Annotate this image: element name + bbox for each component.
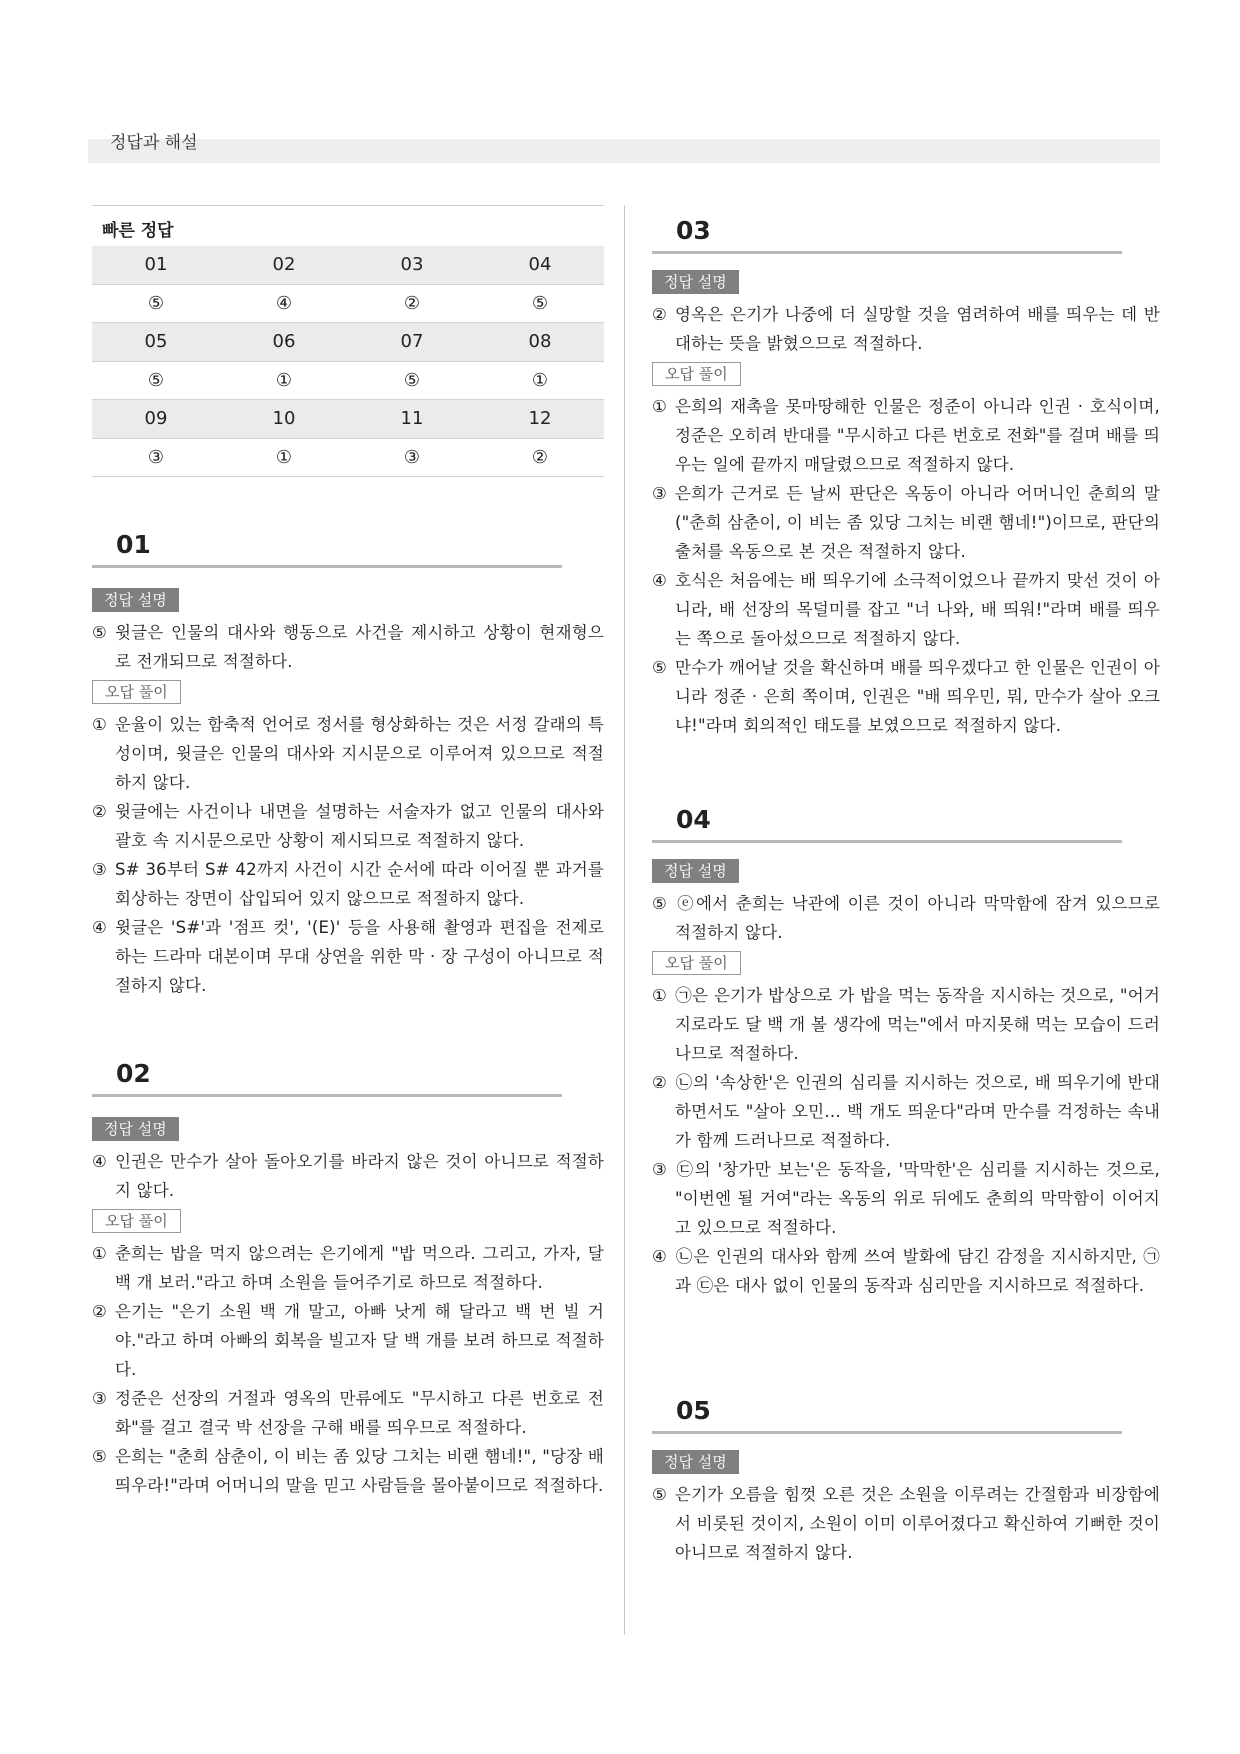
answer-cell: ① (476, 361, 604, 400)
answer-cell: ⑤ (476, 284, 604, 323)
left-column (92, 205, 604, 477)
explanation-text: 만수가 깨어날 것을 확신하며 배를 띄우겠다고 한 인물은 인권이 아니라 정준 · 은희 쪽이며, 인권은 "배 띄우민, 뭐, 만수가 살아 오크냐!"라며 회의적인 태도를 보였으므로 적절하지 않다. (675, 658, 1160, 735)
answer-row (92, 284, 604, 323)
question-number-cell: 07 (348, 323, 476, 362)
choice-mark: ③ (652, 1160, 667, 1179)
wrong-explanations (652, 981, 1160, 1300)
correct-explanation (652, 1480, 1160, 1567)
correct-label: 정답 설명 (652, 270, 739, 294)
explanation-text: 윗글에는 사건이나 내면을 설명하는 서술자가 없고 인물의 대사와 괄호 속 지시문으로만 상황이 제시되므로 적절하지 않다. (115, 802, 604, 850)
choice-mark: ② (92, 1302, 107, 1321)
choice-mark: ⑤ (652, 1485, 667, 1504)
explanation-text: 은희는 "춘희 삼춘이, 이 비는 좀 있당 그치는 비랜 햄네!", "당장 배 띄우라!"라며 어머니의 말을 믿고 사람들을 몰아붙이므로 적절하다. (115, 1447, 604, 1495)
question-number-row (92, 400, 604, 439)
section-04 (652, 803, 1160, 1300)
correct-label: 정답 설명 (652, 859, 739, 883)
choice-mark: ④ (92, 1152, 107, 1171)
question-number-cell: 08 (476, 323, 604, 362)
question-number-cell: 02 (220, 246, 348, 284)
wrong-label: 오답 풀이 (652, 362, 741, 386)
choice-mark: ⑤ (92, 1447, 107, 1466)
choice-mark: ① (652, 397, 667, 416)
answer-row (92, 361, 604, 400)
answer-cell: ⑤ (348, 361, 476, 400)
question-number-cell: 05 (92, 323, 220, 362)
choice-mark: ② (652, 305, 667, 324)
quick-answers-title: 빠른 정답 (92, 205, 604, 246)
answer-cell: ④ (220, 284, 348, 323)
explanation-item (652, 1068, 1160, 1155)
explanation-text: 윗글은 'S#'과 '점프 컷', '(E)' 등을 사용해 촬영과 편집을 전제로 하는 드라마 대본이며 무대 상연을 위한 막 · 장 구성이 아니므로 적절하지 않다. (115, 918, 604, 995)
page-header-title: 정답과 해설 (110, 133, 198, 153)
choice-mark: ④ (652, 1247, 667, 1266)
column-divider (624, 205, 625, 1635)
answer-cell: ① (220, 361, 348, 400)
choice-mark: ④ (652, 571, 667, 590)
explanation-text: 인권은 만수가 살아 돌아오기를 바라지 않은 것이 아니므로 적절하지 않다. (115, 1152, 604, 1200)
answer-cell: ③ (348, 438, 476, 477)
choice-mark: ⑤ (652, 894, 667, 913)
answer-row (92, 438, 604, 477)
question-number-cell: 01 (92, 246, 220, 284)
correct-label: 정답 설명 (92, 1117, 179, 1141)
explanation-text: 춘희는 밥을 먹지 않으려는 은기에게 "밥 먹으라. 그리고, 가자, 달 백 개 보러."라고 하며 소원을 들어주기로 하므로 적절하다. (115, 1244, 604, 1292)
explanation-text: 정준은 선장의 거절과 영옥의 만류에도 "무시하고 다른 번호로 전화"를 걸고 결국 박 선장을 구해 배를 띄우므로 적절하다. (115, 1389, 604, 1437)
section-rule (92, 565, 562, 568)
explanation-item (652, 653, 1160, 740)
choice-mark: ③ (92, 860, 107, 879)
explanation-item (92, 1147, 604, 1205)
wrong-label: 오답 풀이 (652, 951, 741, 975)
question-number-cell: 10 (220, 400, 348, 439)
explanation-text: 은기는 "은기 소원 백 개 말고, 아빠 낫게 해 달라고 백 번 빌 거야."라고 하며 아빠의 회복을 빌고자 달 백 개를 보려 하므로 적절하다. (115, 1302, 604, 1379)
question-number-cell: 04 (476, 246, 604, 284)
choice-mark: ② (652, 1073, 667, 1092)
explanation-item (652, 889, 1160, 947)
explanation-item (92, 855, 604, 913)
header-bar (88, 139, 1160, 163)
explanation-item (652, 1242, 1160, 1300)
explanation-item (92, 797, 604, 855)
explanation-item (652, 1480, 1160, 1567)
correct-label: 정답 설명 (92, 588, 179, 612)
choice-mark: ① (92, 715, 107, 734)
question-number-cell: 03 (348, 246, 476, 284)
explanation-text: 은희의 재촉을 못마땅해한 인물은 정준이 아니라 인권 · 호식이며, 정준은 오히려 반대를 "무시하고 다른 번호로 전화"를 걸며 배를 띄우는 일에 끝까지 매달렸으므로 적절하지 않다. (675, 397, 1160, 474)
explanation-text: ㉠은 은기가 밥상으로 가 밥을 먹는 동작을 지시하는 것으로, "어거지로라도 달 백 개 볼 생각에 먹는"에서 마지못해 먹는 모습이 드러나므로 적절하다. (675, 986, 1160, 1063)
answer-cell: ① (220, 438, 348, 477)
explanation-text: ㉢의 '창가만 보는'은 동작을, '막막한'은 심리를 지시하는 것으로, "이번엔 될 거여"라는 옥동의 위로 뒤에도 춘희의 막막함이 이어지고 있으므로 적절하다. (675, 1160, 1160, 1237)
section-01 (92, 528, 604, 1000)
section-rule (92, 1094, 562, 1097)
section-05 (652, 1394, 1160, 1567)
explanation-text: 호식은 처음에는 배 띄우기에 소극적이었으나 끝까지 맞선 것이 아니라, 배 선장의 목덜미를 잡고 "너 나와, 배 띄워!"라며 배를 띄우는 쪽으로 돌아섰으므로 적절하지 않다. (675, 571, 1160, 648)
question-number-row (92, 323, 604, 362)
explanation-item (92, 1239, 604, 1297)
correct-explanation (652, 889, 1160, 947)
correct-explanation (652, 300, 1160, 358)
answer-cell: ⑤ (92, 284, 220, 323)
answer-cell: ② (476, 438, 604, 477)
explanation-text: 은기가 오름을 힘껏 오른 것은 소원을 이루려는 간절함과 비장함에서 비롯된 것이지, 소원이 이미 이루어졌다고 확신하여 기뻐한 것이 아니므로 적절하지 않다. (675, 1485, 1160, 1562)
explanation-item (652, 981, 1160, 1068)
choice-mark: ① (652, 986, 667, 1005)
correct-explanation (92, 1147, 604, 1205)
section-number: 01 (116, 530, 151, 559)
explanation-text: 운율이 있는 함축적 언어로 정서를 형상화하는 것은 서정 갈래의 특성이며, 윗글은 인물의 대사와 지시문으로 이루어져 있으므로 적절하지 않다. (115, 715, 604, 792)
answer-cell: ② (348, 284, 476, 323)
wrong-label: 오답 풀이 (92, 1209, 181, 1233)
section-rule (652, 251, 1122, 254)
explanation-item (652, 300, 1160, 358)
wrong-explanations (92, 710, 604, 1000)
explanation-item (652, 479, 1160, 566)
explanation-text: 은희가 근거로 든 날씨 판단은 옥동이 아니라 어머니인 춘희의 말("춘희 삼춘이, 이 비는 좀 있당 그치는 비랜 햄네!")이므로, 판단의 출처를 옥동으로 본 것은 적절하지 않다. (675, 484, 1160, 561)
question-number-cell: 09 (92, 400, 220, 439)
choice-mark: ③ (92, 1389, 107, 1408)
explanation-item (652, 566, 1160, 653)
correct-explanation (92, 618, 604, 676)
choice-mark: ④ (92, 918, 107, 937)
wrong-explanations (652, 392, 1160, 740)
wrong-explanations (92, 1239, 604, 1500)
explanation-item (92, 1297, 604, 1384)
explanation-item (652, 1155, 1160, 1242)
explanation-item (92, 1442, 604, 1500)
choice-mark: ② (92, 802, 107, 821)
section-02 (92, 1057, 604, 1500)
explanation-text: ⓔ에서 춘희는 낙관에 이른 것이 아니라 막막함에 잠겨 있으므로 적절하지 않다. (675, 894, 1160, 942)
question-number-cell: 11 (348, 400, 476, 439)
explanation-item (92, 710, 604, 797)
explanation-text: S# 36부터 S# 42까지 사건이 시간 순서에 따라 이어질 뿐 과거를 회상하는 장면이 삽입되어 있지 않으므로 적절하지 않다. (115, 860, 604, 908)
explanation-item (92, 913, 604, 1000)
section-03 (652, 214, 1160, 740)
choice-mark: ① (92, 1244, 107, 1263)
explanation-item (652, 392, 1160, 479)
choice-mark: ③ (652, 484, 667, 503)
question-number-cell: 12 (476, 400, 604, 439)
section-rule (652, 840, 1122, 843)
question-number-row (92, 246, 604, 284)
correct-label: 정답 설명 (652, 1450, 739, 1474)
explanation-item (92, 618, 604, 676)
section-rule (652, 1431, 1122, 1434)
explanation-text: 윗글은 인물의 대사와 행동으로 사건을 제시하고 상황이 현재형으로 전개되므로 적절하다. (115, 623, 604, 671)
choice-mark: ⑤ (92, 623, 107, 642)
section-number: 04 (676, 805, 711, 834)
section-number: 05 (676, 1396, 711, 1425)
question-number-cell: 06 (220, 323, 348, 362)
explanation-text: ㉡은 인권의 대사와 함께 쓰여 발화에 담긴 감정을 지시하지만, ㉠과 ㉢은 대사 없이 인물의 동작과 심리만을 지시하므로 적절하다. (675, 1247, 1160, 1295)
explanation-item (92, 1384, 604, 1442)
explanation-text: 영옥은 은기가 나중에 더 실망할 것을 염려하여 배를 띄우는 데 반대하는 뜻을 밝혔으므로 적절하다. (675, 305, 1160, 353)
choice-mark: ⑤ (652, 658, 667, 677)
quick-answers-table (92, 246, 604, 477)
section-number: 03 (676, 216, 711, 245)
explanation-text: ㉡의 '속상한'은 인권의 심리를 지시하는 것으로, 배 띄우기에 반대하면서도 "살아 오민… 백 개도 띄운다"라며 만수를 걱정하는 속내가 함께 드러나므로 적절하다. (675, 1073, 1160, 1150)
answer-cell: ⑤ (92, 361, 220, 400)
answer-cell: ③ (92, 438, 220, 477)
section-number: 02 (116, 1059, 151, 1088)
wrong-label: 오답 풀이 (92, 680, 181, 704)
